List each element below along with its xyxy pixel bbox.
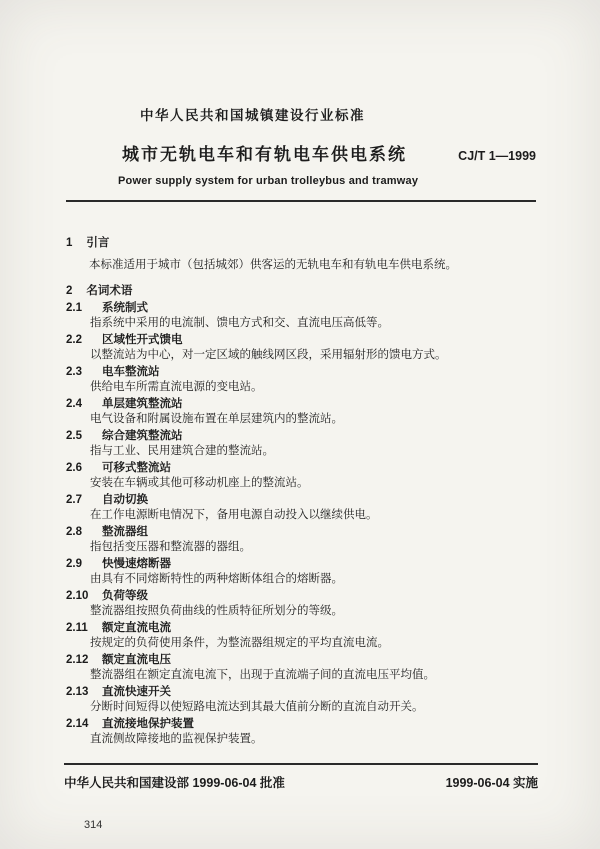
approval-line: 中华人民共和国建设部 1999-06-04 批准 xyxy=(64,776,285,790)
term-heading xyxy=(66,621,536,635)
term-number: 2.7 xyxy=(66,494,82,506)
term-name: 直流快速开关 xyxy=(102,686,171,698)
document-body xyxy=(66,236,536,746)
term-heading xyxy=(66,717,536,731)
term-number: 2.13 xyxy=(66,686,89,698)
standard-type-line: 中华人民共和国城镇建设行业标准 xyxy=(140,108,365,123)
term-number: 2.2 xyxy=(66,334,82,346)
term-name: 系统制式 xyxy=(102,302,148,314)
term-definition: 供给电车所需直流电源的变电站。 xyxy=(90,381,263,393)
term-definition: 安装在车辆或其他可移动机座上的整流站。 xyxy=(90,477,309,489)
term-number: 2.10 xyxy=(66,590,89,602)
section-1-title: 引言 xyxy=(86,237,110,249)
page-number: 314 xyxy=(84,819,103,831)
english-title: Power supply system for urban trolleybus and tramway xyxy=(118,175,419,187)
term-number: 2.6 xyxy=(66,462,82,474)
term-entry-2-9 xyxy=(66,557,536,586)
section-2-number: 2 xyxy=(66,285,73,297)
implementation-line: 1999-06-04 实施 xyxy=(445,776,538,790)
term-entry-2-10 xyxy=(66,589,536,618)
term-name: 直流接地保护装置 xyxy=(102,718,194,730)
term-entry-2-1 xyxy=(66,301,536,330)
term-entry-2-3 xyxy=(66,365,536,394)
term-number: 2.9 xyxy=(66,558,82,570)
term-entry-2-7 xyxy=(66,493,536,522)
term-name: 可移式整流站 xyxy=(102,462,171,474)
term-number: 2.3 xyxy=(66,366,82,378)
term-heading xyxy=(66,461,536,475)
term-name: 额定直流电压 xyxy=(102,654,171,666)
term-heading xyxy=(66,365,536,379)
term-heading xyxy=(66,653,536,667)
term-definition: 按规定的负荷使用条件，为整流器组规定的平均直流电流。 xyxy=(90,637,389,649)
term-definition: 电气设备和附属设施布置在单层建筑内的整流站。 xyxy=(90,413,343,425)
term-definition: 由具有不同熔断特性的两种熔断体组合的熔断器。 xyxy=(90,573,343,585)
term-entry-2-4 xyxy=(66,397,536,426)
term-heading xyxy=(66,397,536,411)
term-number: 2.1 xyxy=(66,302,82,314)
term-name: 额定直流电流 xyxy=(102,622,171,634)
term-heading xyxy=(66,493,536,507)
title-row xyxy=(66,140,536,165)
term-heading xyxy=(66,557,536,571)
document-title: 城市无轨电车和有轨电车供电系统 xyxy=(122,145,407,164)
term-definition: 指包括变压器和整流器的器组。 xyxy=(90,541,251,553)
term-entry-2-14 xyxy=(66,717,536,746)
term-number: 2.11 xyxy=(66,622,88,634)
term-number: 2.12 xyxy=(66,654,89,666)
term-name: 单层建筑整流站 xyxy=(102,398,183,410)
standard-code: CJ/T 1—1999 xyxy=(458,149,536,163)
section-1-paragraph: 本标准适用于城市（包括城郊）供客运的无轨电车和有轨电车供电系统。 xyxy=(89,259,457,271)
term-heading xyxy=(66,429,536,443)
term-entry-2-11 xyxy=(66,621,536,650)
section-2-title: 名词术语 xyxy=(86,285,133,297)
document-header xyxy=(66,104,536,202)
term-entry-2-13 xyxy=(66,685,536,714)
term-entry-2-12 xyxy=(66,653,536,682)
term-heading xyxy=(66,333,536,347)
term-name: 自动切换 xyxy=(102,494,148,506)
term-definition: 指与工业、民用建筑合建的整流站。 xyxy=(90,445,274,457)
term-number: 2.8 xyxy=(66,526,82,538)
term-heading xyxy=(66,685,536,699)
document-footer xyxy=(64,763,538,791)
term-definition: 在工作电源断电情况下，备用电源自动投入以继续供电。 xyxy=(90,509,378,521)
term-number: 2.4 xyxy=(66,398,82,410)
term-entry-2-6 xyxy=(66,461,536,490)
term-heading xyxy=(66,301,536,315)
term-definition: 整流器组在额定直流电流下，出现于直流端子间的直流电压平均值。 xyxy=(90,669,435,681)
section-1-heading xyxy=(66,236,536,250)
term-definition: 分断时间短得以使短路电流达到其最大值前分断的直流自动开关。 xyxy=(90,701,424,713)
term-heading xyxy=(66,589,536,603)
term-entry-2-8 xyxy=(66,525,536,554)
term-name: 整流器组 xyxy=(102,526,148,538)
section-1-number: 1 xyxy=(66,237,73,249)
term-number: 2.14 xyxy=(66,718,89,730)
term-entry-2-2 xyxy=(66,333,536,362)
term-definition: 直流侧故障接地的监视保护装置。 xyxy=(90,733,263,745)
term-definition: 整流器组按照负荷曲线的性质特征所划分的等级。 xyxy=(90,605,343,617)
term-name: 负荷等级 xyxy=(102,590,148,602)
term-name: 快慢速熔断器 xyxy=(102,558,171,570)
term-heading xyxy=(66,525,536,539)
term-name: 综合建筑整流站 xyxy=(102,430,183,442)
header-divider xyxy=(66,200,536,202)
section-2-heading xyxy=(66,284,536,298)
term-name: 区域性开式馈电 xyxy=(102,334,183,346)
term-definition: 指系统中采用的电流制、馈电方式和交、直流电压高低等。 xyxy=(90,317,389,329)
term-definition: 以整流站为中心，对一定区域的触线网区段，采用辐射形的馈电方式。 xyxy=(90,349,447,361)
term-number: 2.5 xyxy=(66,430,82,442)
term-name: 电车整流站 xyxy=(102,366,160,378)
term-entry-2-5 xyxy=(66,429,536,458)
